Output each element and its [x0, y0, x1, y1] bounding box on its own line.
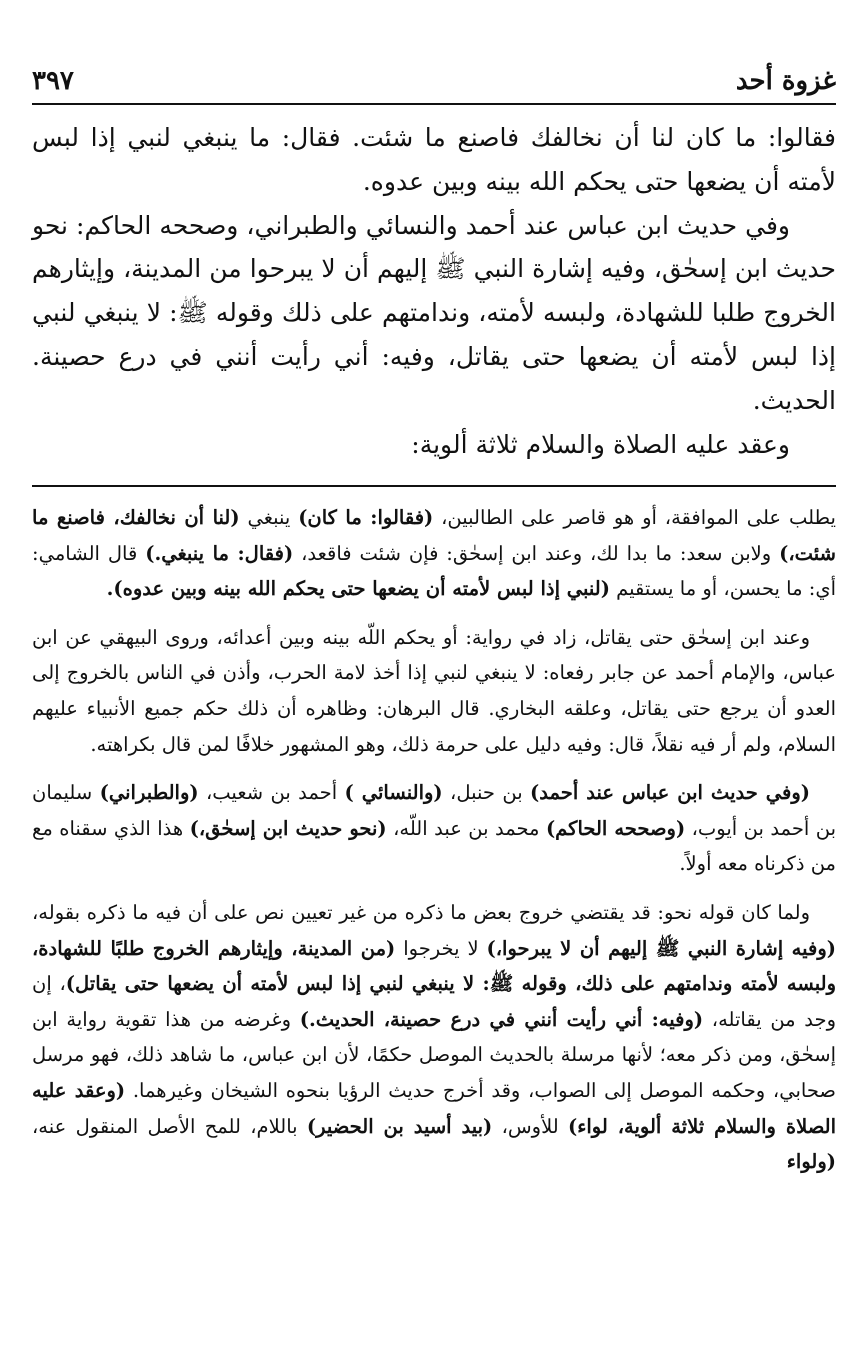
quoted-matn-text: (وفيه: أني رأيت أنني في درع حصينة، الحديث.) [299, 1007, 704, 1031]
quoted-matn-text: (نحو حديث ابن إسحٰق،) [189, 816, 387, 840]
commentary-text: ينبغي [239, 506, 299, 529]
quoted-matn-text: (والنسائي ) [344, 781, 443, 805]
commentary-text: لا يخرجوا [395, 936, 487, 960]
commentary-paragraph [32, 620, 836, 762]
commentary-text: محمد بن عبد اللّه، [386, 816, 546, 840]
quoted-matn-text: (بيد أسيد بن الحضير) [306, 1114, 493, 1138]
main-paragraph: وفي حديث ابن عباس عند أحمد والنسائي والطبراني، وصححه الحاكم: نحو حديث ابن إسحٰق، وفيه إشارة النبي ﷺ إليهم أن لا يبرحوا من المدينة، وإيثارهم الخروج طلبا للشهادة، ولبسه لأمته، وندامتهم على ذلك وقوله ﷺ: لا ينبغي لنبي إذا لبس لأمته أن يضعها حتى يقاتل، وفيه: أني رأيت أنني في درع حصينة. الحديث. [32, 210, 836, 415]
quoted-matn-text: (وصححه الحاكم) [545, 816, 686, 840]
commentary [32, 500, 836, 1193]
commentary-text: يطلب على الموافقة، أو هو قاصر على الطالبين، [433, 506, 836, 529]
commentary-paragraph [32, 775, 836, 882]
quoted-matn-text: (وفي حديث ابن عباس عند أحمد) [530, 781, 810, 805]
header-divider [32, 103, 836, 105]
commentary-text: أحمد بن شعيب، [198, 781, 345, 805]
commentary-text: للأوس، [492, 1114, 568, 1138]
commentary-text: ، إن وجد من يقاتله، [32, 972, 837, 1031]
commentary-paragraph [32, 500, 836, 607]
commentary-text: وغرضه من هذا تقوية رواية ابن إسحٰق، ومن ذكر معه؛ لأنها مرسلة بالحديث الموصل حكمًا، لأن ابن عباس، ما شاهد ذلك، فهو مرسل صحابي، وحكمه الموصل إلى الصواب، وقد أخرج حديث الرؤيا بنحوه الشيخان وغيرهما. [32, 1007, 836, 1102]
commentary-text: ولما كان قوله نحو: قد يقتضي خروج بعض ما ذكره من غير تعيين نص على أن فيه ما ذكره بقوله، [32, 900, 810, 924]
quoted-matn-text: (والطبراني) [99, 781, 199, 805]
quoted-matn-text: (وعقد عليه الصلاة والسلام ثلاثة ألوية، لواء) [32, 1078, 836, 1138]
commentary-text: قال الشامي: أي: ما يحسن، أو ما يستقيم [32, 541, 836, 601]
commentary-text: وعند ابن إسحٰق حتى يقاتل، زاد في رواية: أو يحكم اللّه بينه وبين أعدائه، وروى البيهقي عن ابن عباس، والإمام أحمد عن جابر رفعاه: لا ينبغي لنبي إذا أخذ لامة الحرب، وأذن في الناس بالخروج إلى العدو أن يرجع حتى يقاتل، وعلقه البخاري. قال البرهان: وظاهره أن ذلك حكم جميع الأنبياء عليهم السلام، ولم أر فيه نقلاً، قال: وفيه دليل على حرمة ذلك، وهو المشهور خلافًا لمن قال بكراهته. [32, 625, 836, 756]
quoted-matn-text: (لنبي إذا لبس لأمته أن يضعها حتى يحكم الله بينه وبين عدوه). [106, 577, 610, 601]
quoted-matn-text: (وفيه إشارة النبي ﷺ إليهم أن لا يبرحوا،) [486, 936, 836, 960]
quoted-matn-text: (فقالوا: ما كان) [298, 506, 434, 529]
quoted-matn-text: (فقال: ما ينبغي.) [145, 541, 294, 565]
page-number: ٣٩٧ [32, 66, 74, 96]
quoted-matn-text: (من المدينة، وإيثارهم الخروج طلبًا للشهادة، ولبسه لأمته وندامتهم على ذلك، وقوله ﷺ: لا ينبغي لنبي إذا لبس لأمته أن يضعها حتى يقاتل) [32, 936, 837, 996]
commentary-text: بن حنبل، [442, 781, 531, 805]
commentary-text: سليمان بن أحمد بن أيوب، [32, 781, 837, 840]
running-header [32, 56, 836, 96]
chapter-title: غزوة أحد [735, 66, 836, 96]
main-paragraph: فقالوا: ما كان لنا أن نخالفك فاصنع ما شئت. فقال: ما ينبغي لنبي إذا لبس لأمته أن يضعها حتى يحكم الله بينه وبين عدوه. [32, 123, 836, 196]
commentary-text: باللام، للمح الأصل المنقول عنه، [32, 1114, 307, 1138]
commentary-paragraph [32, 895, 836, 1180]
commentary-text: ولابن سعد: ما بدا لك، وعند ابن إسحٰق: فإن شئت فاقعد، [293, 541, 780, 565]
quoted-matn-text: (لنا أن نخالفك، فاصنع ما شئت،) [32, 506, 836, 565]
commentary-divider [32, 485, 836, 487]
quoted-matn-text: (ولواء [786, 1150, 836, 1174]
commentary-text: هذا الذي سقناه مع من ذكرناه معه أولاً. [32, 816, 836, 876]
main-paragraph: وعقد عليه الصلاة والسلام ثلاثة ألوية: [411, 429, 790, 459]
main-text [32, 116, 836, 466]
